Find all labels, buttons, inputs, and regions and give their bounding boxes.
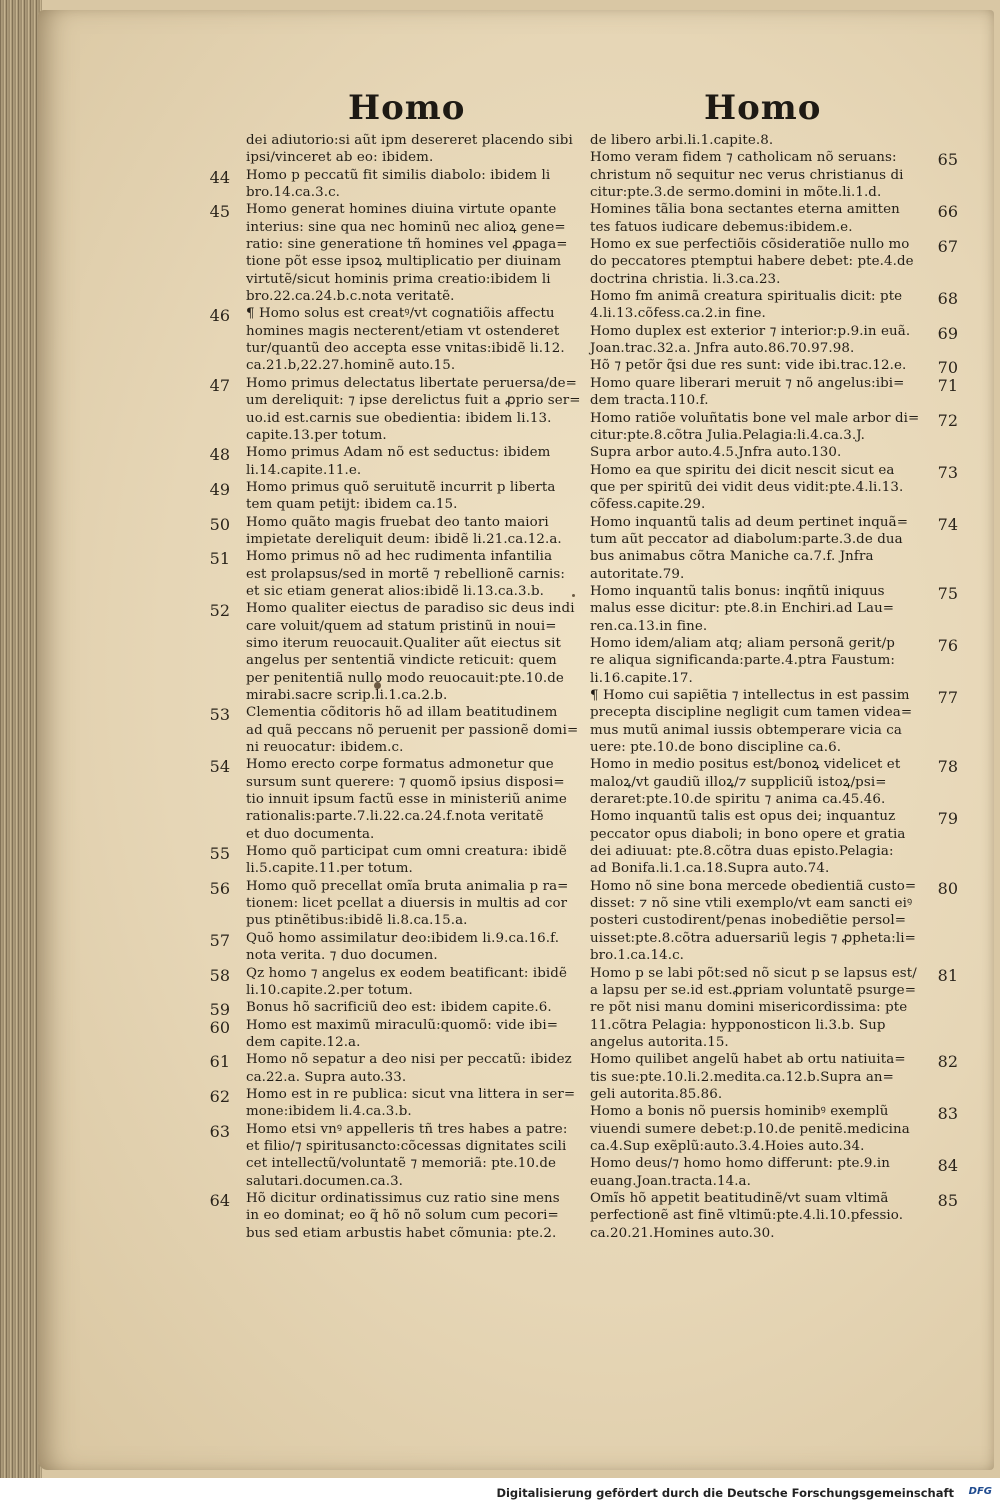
left-column (209, 132, 581, 1242)
index-entry (590, 323, 958, 358)
index-entry (590, 462, 958, 514)
entry-line: dem capite.12.a. (246, 1034, 361, 1050)
entry-line: Homo inquantũ talis ad deum pertinet inquã= (590, 514, 909, 530)
entry-number: 61 (209, 1052, 230, 1072)
entry-line: Quõ homo assimilatur deo:ibidem li.9.ca.16.f. (246, 930, 560, 946)
index-entry (209, 930, 576, 965)
index-entry (590, 514, 958, 583)
entry-number: 63 (209, 1121, 230, 1141)
entry-line: Homo quãto magis fruebat deo tanto maiori (246, 514, 549, 530)
entry-line: ren.ca.13.in fine. (590, 618, 708, 634)
index-entry (209, 965, 576, 1000)
entry-line: Homo inquantũ talis est opus dei; inquantuz (590, 809, 896, 825)
index-entry (590, 1155, 958, 1190)
entry-line: uo.id est.carnis sue obedientia: ibidem li.13. (246, 410, 552, 426)
footer-bar (0, 1478, 1000, 1505)
entry-line: Homo quilibet angelũ habet ab ortu natiuita= (590, 1052, 906, 1068)
entry-line: citur:pte.3.de sermo.domini in mõte.li.1.d. (590, 185, 882, 201)
entry-line: bro.1.ca.14.c. (590, 948, 685, 964)
entry-line: malus esse dicitur: pte.8.in Enchiri.ad Lau= (590, 601, 895, 617)
entry-number: 58 (209, 965, 230, 985)
entry-number: 84 (937, 1156, 958, 1176)
index-entry (209, 167, 576, 202)
entry-number: 52 (209, 601, 230, 621)
entry-line: Bonus hõ sacrificiũ deo est: ibidem capite.6. (246, 1000, 552, 1016)
entry-line: euang.Joan.tracta.14.a. (590, 1173, 751, 1189)
index-entry (590, 132, 940, 149)
entry-number: 85 (937, 1190, 958, 1210)
entry-line: ni reuocatur: ibidem.c. (246, 740, 404, 756)
entry-line: bus sed etiam arbustis habet cõmunia: pte.2. (246, 1225, 557, 1241)
entry-line: angelus per sententiã vindicte reticuit: quem (246, 653, 557, 669)
entry-number: 74 (937, 514, 958, 534)
entry-line: Homo inquantũ talis bonus: inqñtũ iniquus (590, 583, 885, 599)
entry-line: mone:ibidem li.4.ca.3.b. (246, 1104, 412, 1120)
index-entry (209, 999, 576, 1020)
entry-line: est prolapsus/sed in mortẽ ⁊ rebellionẽ carnis: (246, 566, 566, 582)
entry-line: ca.20.21.Homines auto.30. (590, 1225, 775, 1241)
entry-line: Homo primus Adam nõ est seductus: ibidem (246, 445, 551, 461)
index-entry (590, 583, 958, 635)
entry-line: Homo deus/⁊ homo homo differunt: pte.9.in (590, 1156, 890, 1172)
entry-number: 77 (937, 688, 958, 707)
entry-line: Homo p peccatũ fit similis diabolo: ibidem li (246, 167, 551, 183)
funding-credit: Digitalisierung gefördert durch die Deutsche Forschungsgemeinschaft (496, 1486, 954, 1500)
entry-line: Omĩs hõ appetit beatitudinẽ/vt suam vltimã (590, 1190, 889, 1206)
entry-line: Homo ratiõe voluñtatis bone vel male arbor di= (590, 410, 920, 426)
entry-line: Homo a bonis nõ puersis hominibꝰ exemplũ (590, 1104, 889, 1120)
entry-number: 70 (937, 358, 958, 378)
entry-line: 4.li.13.cõfess.ca.2.in fine. (590, 306, 766, 322)
entry-number: 75 (937, 583, 958, 603)
entry-line: et filio/⁊ spiritusancto:cõcessas dignitates scili (246, 1138, 567, 1154)
entry-line: cet intellectũ/voluntatẽ ⁊ memoriã: pte.10.de (246, 1156, 557, 1172)
index-entry (590, 878, 958, 965)
index-entry (209, 600, 576, 704)
entry-line: homines magis necterent/etiam vt ostenderet (246, 323, 560, 339)
entry-line: dem tracta.110.f. (590, 393, 709, 409)
entry-number: 67 (937, 237, 958, 257)
entry-line: Qz homo ⁊ angelus ex eodem beatificant: ibidẽ (246, 965, 567, 981)
entry-line: Homo veram fidem ⁊ catholicam nõ seruans: (590, 150, 897, 166)
entry-number: 56 (209, 878, 230, 898)
index-entry (209, 305, 576, 374)
book-edges (0, 0, 42, 1478)
entry-line: tio innuit ipsum factũ esse in ministeriũ anime (246, 792, 567, 808)
entry-line: tum aũt peccator ad diabolum:parte.3.de dua (590, 531, 903, 547)
entry-line: simo iterum reuocauit.Qualiter aũt eiectus sit (246, 635, 562, 651)
entry-line: nota verita. ⁊ duo documen. (246, 948, 438, 964)
index-entry (209, 878, 576, 930)
entry-line: Clementia cõditoris hõ ad illam beatitudinem (246, 705, 558, 721)
entry-line: care voluit/quem ad statum pristinũ in noui= (246, 618, 557, 634)
entry-number: 78 (937, 757, 958, 777)
entry-line: virtutẽ/sicut hominis prima creatio:ibidem li (246, 271, 551, 287)
entry-line: uisset:pte.8.cõtra aduersariũ legis ⁊ ꝓpheta:li= (590, 930, 916, 946)
entry-number: 54 (209, 757, 230, 777)
entry-number: 45 (209, 202, 230, 222)
entry-number: 46 (209, 306, 230, 326)
entry-line: tione põt esse ipsoꝝ multiplicatio per diuinam (246, 254, 562, 270)
entry-line: tionem: licet pcellat a diuersis in multis ad cor (246, 896, 568, 912)
entry-line: mus mutũ animal iussis obtemperare vicia ca (590, 722, 902, 738)
index-entry (590, 410, 958, 462)
entry-line: tem quam petijt: ibidem ca.15. (246, 497, 458, 513)
entry-line: Homo fm animã creatura spiritualis dicit: pte (590, 289, 903, 305)
entry-line: Hõ ⁊ petõr q̃si due res sunt: vide ibi.trac.12.e. (590, 358, 907, 374)
entry-line: cõfess.capite.29. (590, 497, 706, 513)
entry-line: bro.14.ca.3.c. (246, 185, 341, 201)
entry-number: 47 (209, 375, 230, 395)
entry-line: tis sue:pte.10.li.2.medita.ca.12.b.Supra an= (590, 1069, 894, 1085)
entry-line: dei adiutorio:si aũt ipm desereret placendo sibi (246, 133, 573, 148)
entry-line: ad Bonifa.li.1.ca.18.Supra auto.74. (590, 861, 830, 877)
index-entry (209, 1190, 576, 1242)
entry-line: um dereliquit: ⁊ ipse derelictus fuit a ꝓprio ser= (246, 393, 581, 409)
entry-line: et sic etiam generat alios:ibidẽ li.13.ca.3.b. (246, 583, 545, 599)
entry-line: Homo ex sue perfectiõis cõsideratiõe nullo mo (590, 237, 910, 253)
entry-line: bro.22.ca.24.b.c.nota veritatẽ. (246, 289, 455, 305)
entry-line: Homo in medio positus est/bonoꝝ videlicet et (590, 757, 901, 773)
entry-line: precepta discipline negligit cum tamen videa= (590, 705, 913, 721)
entry-line: rationalis:parte.7.li.22.ca.24.f.nota veritatẽ (246, 809, 544, 825)
entry-line: Homo p se labi põt:sed nõ sicut p se lapsus est/ (590, 965, 917, 981)
index-entry (209, 1051, 576, 1086)
index-entry (590, 635, 958, 687)
entry-line: re põt nisi manu domini misericordissima: pte (590, 1000, 908, 1016)
entry-line: maloꝝ/vt gaudiũ illoꝝ/⁊ suppliciũ istoꝝ/psi= (590, 774, 887, 790)
entry-line: et duo documenta. (246, 826, 375, 842)
entry-line: perfectionẽ ast finẽ vltimũ:pte.4.li.10.pfessio. (590, 1208, 904, 1224)
entry-line: Homo ea que spiritu dei dicit nescit sicut ea (590, 462, 895, 478)
index-entry (209, 548, 576, 600)
entry-line: salutari.documen.ca.3. (246, 1173, 404, 1189)
index-entry (209, 1121, 576, 1190)
entry-number: 60 (209, 1017, 230, 1037)
left-running-head: Homo (348, 88, 466, 128)
entry-line: ¶ Homo cui sapiẽtia ⁊ intellectus in est passim (590, 688, 910, 703)
entry-line: a lapsu per se.id est.ꝓpriam voluntatẽ psurge= (590, 982, 917, 998)
entry-line: impietate dereliquit deum: ibidẽ li.21.ca.12.a. (246, 531, 562, 547)
index-entry (209, 843, 576, 878)
entry-line: tur/quantũ deo accepta esse vnitas:ibidẽ li.12. (246, 341, 565, 357)
entry-line: Homo quare liberari meruit ⁊ nõ angelus:ibi= (590, 375, 905, 391)
entry-number: 55 (209, 844, 230, 864)
entry-line: Homo erecto corpe formatus admonetur que (246, 757, 554, 773)
entry-line: viuendi sumere debet:p.10.de penitẽ.medicina (590, 1121, 910, 1137)
index-entry (590, 236, 958, 288)
entry-line: geli autorita.85.86. (590, 1086, 723, 1102)
entry-line: Homo primus quõ seruitutẽ incurrit p liberta (246, 479, 556, 495)
entry-line: Hõ dicitur ordinatissimus cuz ratio sine mens (246, 1190, 560, 1206)
entry-number: 59 (209, 1000, 230, 1020)
entry-line: Homo est in re publica: sicut vna littera in ser= (246, 1086, 576, 1102)
entry-line: Homo quõ precellat omĩa bruta animalia p ra= (246, 878, 569, 894)
index-entry (590, 1103, 958, 1155)
entry-line: li.10.capite.2.per totum. (246, 982, 413, 998)
entry-line: ca.21.b,22.27.hominẽ auto.15. (246, 358, 456, 374)
entry-line: Homo est maximũ miraculũ:quomõ: vide ibi= (246, 1017, 559, 1033)
entry-line: re aliqua significanda:parte.4.ptra Faustum: (590, 653, 895, 669)
entry-line: bus animabus cõtra Maniche ca.7.f. Jnfra (590, 549, 874, 565)
index-entry (209, 375, 581, 444)
entry-line: Homo quõ participat cum omni creatura: ibidẽ (246, 844, 567, 860)
entry-line: posteri custodirent/penas inobediẽtie persol= (590, 913, 907, 929)
entry-number: 48 (209, 445, 230, 465)
entry-line: citur:pte.8.cõtra Julia.Pelagia:li.4.ca.3.J. (590, 427, 866, 443)
entry-line: Homo idem/aliam atq; aliam personã gerit/p (590, 635, 895, 651)
entry-line: de libero arbi.li.1.capite.8. (590, 133, 774, 148)
entry-line: ¶ Homo solus est creatꝰ/vt cognatiõis affectu (246, 306, 555, 322)
index-entry (590, 201, 958, 236)
entry-number: 81 (937, 965, 958, 985)
entry-line: ca.4.Sup exẽplũ:auto.3.4.Hoies auto.34. (590, 1138, 865, 1154)
entry-line: Homo nõ sepatur a deo nisi per peccatũ: ibidez (246, 1052, 572, 1068)
entry-line: Homo qualiter eiectus de paradiso sic deus indi (246, 601, 575, 617)
right-column (590, 132, 958, 1242)
index-entry (590, 288, 958, 323)
index-entry (590, 687, 958, 756)
index-entry (209, 479, 576, 514)
right-running-head: Homo (704, 88, 822, 128)
index-entry (209, 201, 576, 305)
entry-line: doctrina christia. li.3.ca.23. (590, 271, 781, 287)
entry-number: 65 (937, 150, 958, 170)
dfg-logo: DFG (968, 1486, 992, 1497)
entry-line: ratio: sine generatione tñ homines vel ꝓpaga= (246, 237, 568, 253)
entry-line: disset: ⁊ nõ sine vtili exemplo/vt eam sancti eiꝰ (590, 896, 913, 912)
entry-number: 64 (209, 1190, 230, 1210)
entry-line: Homo generat homines diuina virtute opante (246, 202, 557, 218)
entry-number: 76 (937, 635, 958, 655)
entry-line: Homo primus delectatus libertate peruersa/de= (246, 375, 577, 391)
entry-line: capite.13.per totum. (246, 427, 387, 443)
entry-number: 72 (937, 410, 958, 430)
entry-line: mirabi.sacre scrip.li.1.ca.2.b. (246, 688, 448, 703)
entry-line: Homo nõ sine bona mercede obedientiã custo= (590, 878, 917, 894)
entry-line: in eo dominat; eo q̃ hõ nõ solum cum pecori= (246, 1208, 559, 1224)
entry-number: 68 (937, 289, 958, 309)
entry-line: li.5.capite.11.per totum. (246, 861, 413, 877)
entry-line: autoritate.79. (590, 566, 685, 582)
entry-line: Homines tãlia bona sectantes eterna amitten (590, 202, 900, 218)
index-entry (590, 357, 958, 378)
entry-line: 11.cõtra Pelagia: hypponosticon li.3.b. Sup (590, 1017, 886, 1033)
entry-number: 66 (937, 202, 958, 222)
index-entry (209, 756, 576, 843)
entry-line: interius: sine qua nec hominũ nec alioꝝ gene= (246, 219, 566, 235)
entry-number: 69 (937, 323, 958, 343)
entry-number: 80 (937, 878, 958, 898)
index-entry (590, 1190, 958, 1242)
entry-line: li.14.capite.11.e. (246, 462, 362, 478)
entry-line: angelus autorita.15. (590, 1034, 729, 1050)
entry-number: 53 (209, 705, 230, 725)
entry-number: 73 (937, 462, 958, 482)
entry-line: do peccatores ptemptui habere debet: pte.4.de (590, 254, 914, 270)
entry-number: 49 (209, 479, 230, 499)
entry-line: Homo duplex est exterior ⁊ interior:p.9.in euã. (590, 323, 911, 339)
entry-number: 62 (209, 1086, 230, 1106)
entry-number: 82 (937, 1052, 958, 1072)
entry-line: tes fatuos iudicare debemus:ibidem.e. (590, 219, 853, 235)
index-entry (246, 132, 576, 167)
entry-line: christum nõ sequitur nec verus christianus di (590, 167, 904, 183)
entry-line: ipsi/vinceret ab eo: ibidem. (246, 150, 434, 166)
index-entry (209, 1017, 576, 1052)
index-entry (209, 444, 576, 479)
entry-line: pus ptinẽtibus:ibidẽ li.8.ca.15.a. (246, 913, 468, 929)
index-entry (590, 965, 958, 1052)
entry-line: uere: pte.10.de bono discipline ca.6. (590, 740, 842, 756)
entry-line: Homo primus nõ ad hec rudimenta infantilia (246, 549, 553, 565)
entry-number: 57 (209, 930, 230, 950)
entry-line: per penitentiã nullo modo reuocauit:pte.10.de (246, 670, 564, 686)
entry-line: ad quã peccans nõ peruenit per passionẽ domi= (246, 722, 579, 738)
entry-line: Joan.trac.32.a. Jnfra auto.86.70.97.98. (590, 341, 855, 357)
entry-line: Homo etsi vnꝰ appelleris tñ tres habes a patre: (246, 1121, 568, 1137)
entry-number: 51 (209, 549, 230, 569)
entry-line: peccator opus diaboli; in bono opere et gratia (590, 826, 906, 842)
entry-line: sursum sunt querere: ⁊ quomõ ipsius disposi= (246, 774, 565, 790)
entry-line: ca.22.a. Supra auto.33. (246, 1069, 407, 1085)
entry-number: 79 (937, 809, 958, 829)
index-entry (590, 756, 958, 808)
entry-number: 50 (209, 514, 230, 534)
index-entry (209, 1086, 576, 1121)
entry-number: 44 (209, 167, 230, 187)
entry-line: li.16.capite.17. (590, 670, 693, 686)
entry-line: dei adiuuat: pte.8.cõtra duas episto.Pelagia: (590, 844, 894, 860)
entry-number: 71 (937, 375, 958, 395)
index-entry (590, 149, 958, 201)
entry-number: 83 (937, 1104, 958, 1124)
entry-line: Supra arbor auto.4.5.Jnfra auto.130. (590, 445, 842, 461)
entry-line: que per spiritũ dei vidit deus vidit:pte.4.li.13. (590, 479, 904, 495)
index-entry (590, 808, 958, 877)
index-entry (209, 514, 576, 549)
index-entry (209, 704, 579, 756)
index-entry (590, 1051, 958, 1103)
index-entry (590, 375, 958, 410)
entry-line: deraret:pte.10.de spiritu ⁊ anima ca.45.46. (590, 792, 886, 808)
